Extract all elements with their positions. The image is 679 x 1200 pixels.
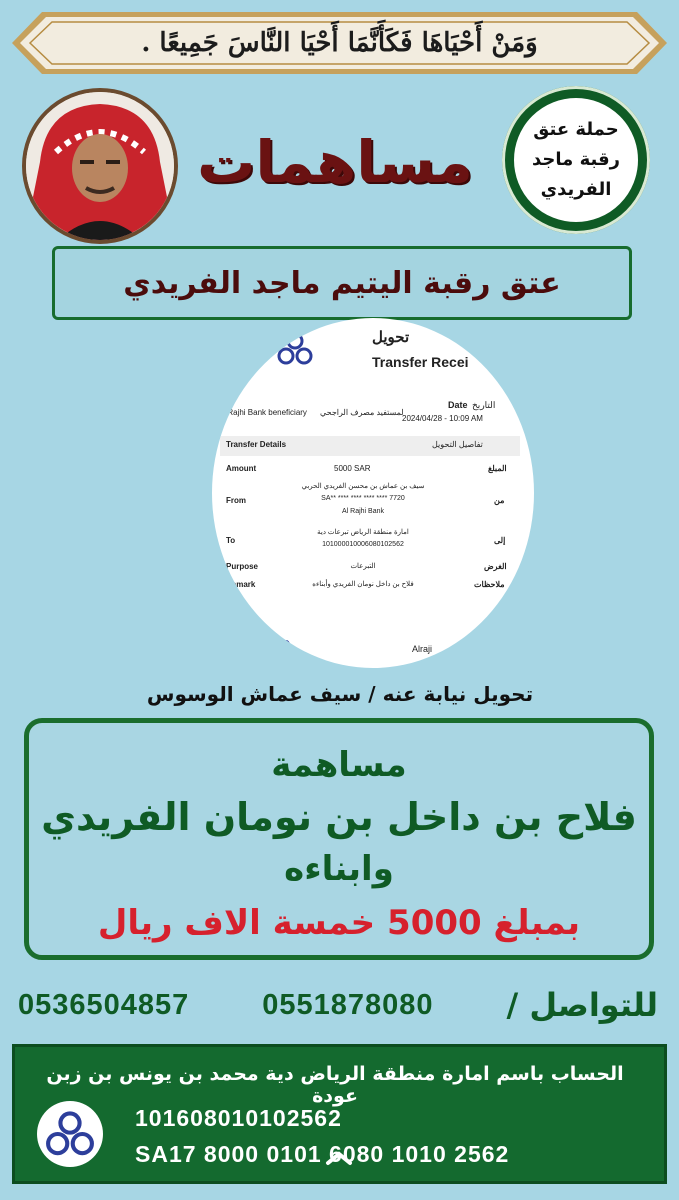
details-en: Transfer Details — [226, 440, 287, 449]
row-value: 101000010006080102562 — [322, 541, 404, 548]
row-label-en: Purpose — [226, 562, 259, 571]
contributor-name: فلاح بن داخل بن نومان الفريدي — [41, 795, 637, 839]
details-ar: تفاصيل التحويل — [432, 440, 483, 449]
beneficiary-ar: لمستفيد مصرف الراجحي — [320, 408, 404, 417]
badge-line: رقبة ماجد — [532, 149, 620, 170]
iban-number[interactable]: SA17 8000 0101 6080 1010 2562 — [135, 1141, 510, 1167]
receipt-footer: Alraji — [412, 644, 433, 654]
receipt-title-en: Transfer Recei — [372, 354, 469, 370]
verse-banner — [12, 10, 667, 76]
row-label-ar: الغرض — [484, 562, 507, 571]
campaign-badge — [502, 86, 650, 234]
badge-line: الفريدي — [540, 179, 612, 200]
contributor-sons: وابناءه — [284, 849, 394, 889]
chevron-up-icon[interactable] — [325, 1150, 353, 1166]
receipt-title-ar: تحويل — [372, 329, 410, 346]
transfer-note: تحويل نيابة عنه / سيف عماش الوسوس — [146, 682, 534, 706]
row-label-en: Remark — [226, 580, 256, 589]
beneficiary-en: Al Rajhi Bank beneficiary — [218, 408, 307, 417]
campaign-name: عتق رقبة اليتيم ماجد الفريدي — [52, 246, 632, 320]
row-value: فلاح بن داخل نومان الفريدي وأبناءه — [312, 581, 414, 588]
date-label-ar: التاريخ — [472, 400, 496, 410]
date-label-en: Date — [448, 400, 468, 410]
badge-line: حملة عتق — [533, 119, 619, 140]
bank-logo-icon — [278, 640, 294, 654]
bank-logo-icon — [44, 1110, 96, 1158]
contact-label: للتواصل / — [506, 986, 658, 1024]
account-holder: الحساب باسم امارة منطقة الرياض دية محمد بن يونس بن زبن عودة — [46, 1063, 624, 1107]
page-title: مساهمات — [197, 128, 473, 196]
contribution-amount: بمبلغ 5000 خمسة الاف ريال — [97, 903, 581, 943]
phone-number[interactable]: 0536504857 — [18, 988, 190, 1021]
row-label-ar: المبلغ — [488, 464, 507, 473]
contribution-box — [24, 718, 654, 960]
avatar — [22, 88, 178, 244]
row-label-ar: ملاحظات — [474, 580, 505, 589]
row-label-en: Amount — [226, 464, 257, 473]
account-number[interactable]: 101608010102562 — [135, 1105, 342, 1131]
contact-row — [18, 980, 658, 1030]
bank-logo-icon — [276, 332, 314, 366]
row-label-en: From — [226, 496, 246, 505]
bank-name: bank — [220, 350, 242, 361]
person-photo-icon — [26, 92, 174, 240]
row-value: Al Rajhi Bank — [341, 508, 385, 515]
row-value: 5000 SAR — [334, 464, 371, 473]
row-value: سيف بن عماش بن محسن الفريدي الحربي — [301, 483, 425, 490]
row-value: التبرعات — [350, 563, 376, 570]
contribution-heading: مساهمة — [271, 745, 407, 785]
row-label-en: To — [226, 536, 236, 545]
row-value: امارة منطقة الرياض تبرعات دية — [317, 529, 409, 536]
transfer-receipt — [212, 318, 534, 668]
row-label-ar: من — [494, 496, 505, 505]
row-value: SA** **** **** **** **** 7720 — [321, 495, 405, 502]
date-value: 2024/04/28 - 10:09 AM — [402, 414, 483, 423]
bank-logo — [37, 1101, 103, 1167]
row-label-ar: إلى — [494, 536, 506, 545]
verse-text: وَمَنْ أَحْيَاهَا فَكَأَنَّمَا أَحْيَا النَّاسَ جَمِيعًا . — [141, 28, 538, 58]
phone-number[interactable]: 0551878080 — [262, 988, 434, 1021]
